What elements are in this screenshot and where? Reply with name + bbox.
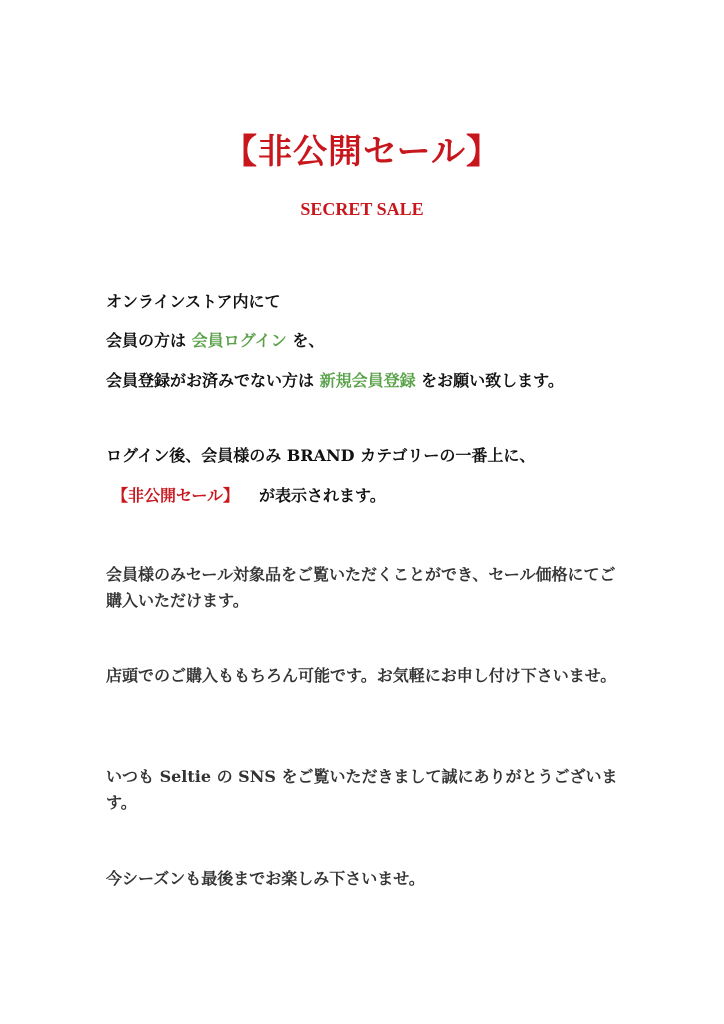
intro-line-2 [106, 328, 324, 351]
paragraph-thanks: いつも Seltie の SNS をご覧いただきまして誠にありがとうございます。 [106, 767, 618, 812]
after-login-line-2-suffix: が表示されます。 [259, 486, 386, 505]
page-subtitle: SECRET SALE [300, 199, 424, 219]
paragraph-in-store: 店頭でのご購入ももちろん可能です。お気軽にお申し付け下さいませ。 [106, 666, 617, 685]
after-login-line-2 [112, 483, 386, 506]
intro-line-1 [106, 289, 281, 312]
after-login-line-1-text: ログイン後、会員様のみ BRAND カテゴリーの一番上に、 [106, 446, 536, 465]
intro-line-3 [106, 368, 564, 391]
after-login-line-1 [106, 443, 535, 466]
intro-line-2-prefix: 会員の方は [106, 331, 192, 350]
secret-sale-highlight: 【非公開セール】 [112, 486, 240, 505]
paragraph-sale-prices: 会員様のみセール対象品をご覧いただくことができ、セール価格にてご購入いただけます。 [106, 565, 616, 610]
intro-line-2-suffix: を、 [286, 331, 325, 350]
paragraph-enjoy: 今シーズンも最後までお楽しみ下さいませ。 [106, 869, 425, 888]
page-title: 【非公開セール】 [223, 132, 501, 172]
new-member-registration-link[interactable]: 新規会員登録 [319, 371, 416, 390]
member-login-link[interactable]: 会員ログイン [191, 331, 287, 350]
intro-line-3-suffix: をお願い致します。 [415, 371, 564, 390]
intro-line-3-prefix: 会員登録がお済みでない方は [106, 371, 320, 390]
intro-line-1-text: オンラインストア内にて [106, 292, 281, 311]
